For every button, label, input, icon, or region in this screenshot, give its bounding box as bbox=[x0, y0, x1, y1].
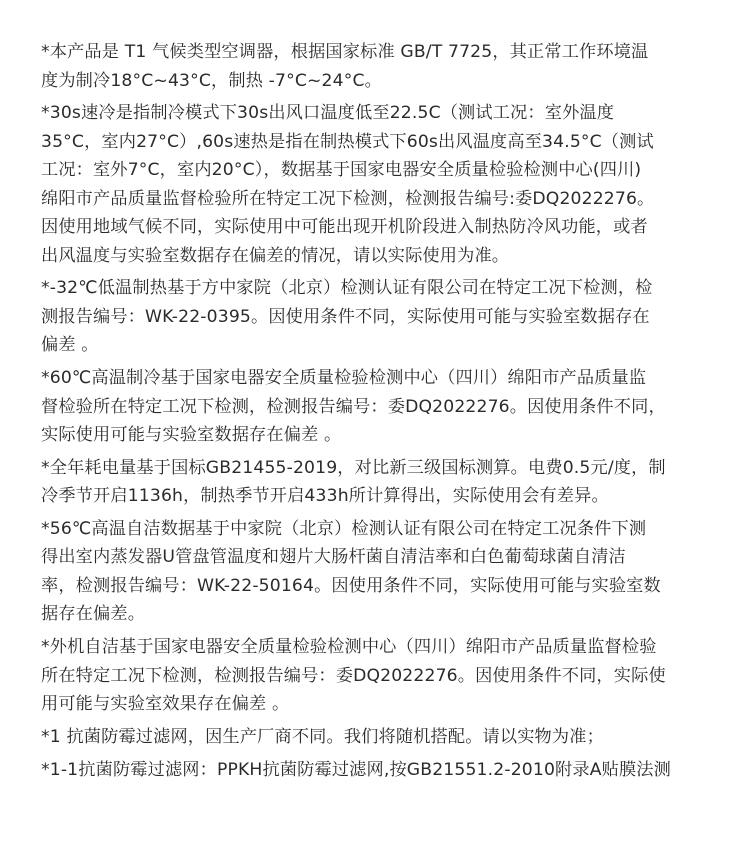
text-line: 绵阳市产品质量监督检验所在特定工况下检测，检测报告编号:委DQ2022276。 bbox=[41, 188, 655, 209]
note-climate-type bbox=[41, 38, 691, 95]
text-line: 偏差 。 bbox=[41, 335, 99, 356]
note-outdoor-self-cleaning bbox=[41, 633, 691, 719]
text-line: *56℃高温自洁数据基于中家院（北京）检测认证有限公司在特定工况条件下测 bbox=[41, 518, 647, 539]
text-line: *1 抗菌防霉过滤网，因生产厂商不同。我们将随机搭配。请以实物为准； bbox=[41, 726, 604, 747]
text-line: 督检验所在特定工况下检测，检测报告编号：委DQ2022276。因使用条件不同， bbox=[41, 396, 666, 417]
note-annual-power bbox=[41, 454, 691, 511]
text-line: 据存在偏差。 bbox=[41, 604, 146, 625]
text-line: 得出室内蒸发器U管盘管温度和翅片大肠杆菌自清洁率和白色葡萄球菌自清洁 bbox=[41, 547, 626, 568]
note-self-cleaning bbox=[41, 515, 691, 629]
note-filter-spec bbox=[41, 756, 691, 785]
disclaimer-notes bbox=[41, 38, 691, 788]
text-line: *全年耗电量基于国标GB21455-2019，对比新三级国标测算。电费0.5元/度，制 bbox=[41, 457, 666, 478]
note-high-temp-cooling bbox=[41, 364, 691, 450]
text-line: 度为制冷18°C~43°C，制热 -7°C~24°C。 bbox=[41, 70, 382, 91]
text-line: 所在特定工况下检测，检测报告编号：委DQ2022276。因使用条件不同，实际使 bbox=[41, 665, 666, 686]
text-line: 出风温度与实验室数据存在偏差的情况，请以实际使用为准。 bbox=[41, 245, 510, 266]
note-filter-supplier bbox=[41, 723, 691, 752]
text-line: *外机自洁基于国家电器安全质量检验检测中心（四川）绵阳市产品质量监督检验 bbox=[41, 637, 657, 658]
text-line: *-32℃低温制热基于方中家院（北京）检测认证有限公司在特定工况下检测，检 bbox=[41, 278, 653, 299]
text-line: 测报告编号：WK-22-0395。因使用条件不同，实际使用可能与实验室数据存在 bbox=[41, 306, 650, 327]
text-line: 冷季节开启1136h，制热季节开启433h所计算得出，实际使用会有差异。 bbox=[41, 486, 609, 507]
text-line: *60℃高温制冷基于国家电器安全质量检验检测中心（四川）绵阳市产品质量监 bbox=[41, 368, 647, 389]
note-low-temp-heating bbox=[41, 274, 691, 360]
text-line: 工况：室外7°C，室内20°C），数据基于国家电器安全质量检验检测中心(四川) bbox=[41, 160, 642, 181]
text-line: 因使用地域气候不同，实际使用中可能出现开机阶段进入制热防冷风功能，或者 bbox=[41, 217, 648, 238]
text-line: 用可能与实验室效果存在偏差 。 bbox=[41, 694, 290, 715]
text-line: 率，检测报告编号：WK-22-50164。因使用条件不同，实际使用可能与实验室数 bbox=[41, 575, 661, 596]
text-line: 实际使用可能与实验室数据存在偏差 。 bbox=[41, 425, 342, 446]
text-line: *1-1抗菌防霉过滤网：PPKH抗菌防霉过滤网,按GB21551.2-2010附录A贴膜法测 bbox=[41, 759, 671, 780]
text-line: *30s速冷是指制冷模式下30s出风口温度低至22.5C（测试工况：室外温度 bbox=[41, 103, 615, 124]
text-line: 35°C，室内27°C）,60s速热是指在制热模式下60s出风温度高至34.5°C（测试 bbox=[41, 131, 654, 152]
text-line: *本产品是 T1 气候类型空调器，根据国家标准 GB/T 7725，其正常工作环境温 bbox=[41, 42, 649, 62]
note-fast-cooling-heating bbox=[41, 99, 691, 270]
